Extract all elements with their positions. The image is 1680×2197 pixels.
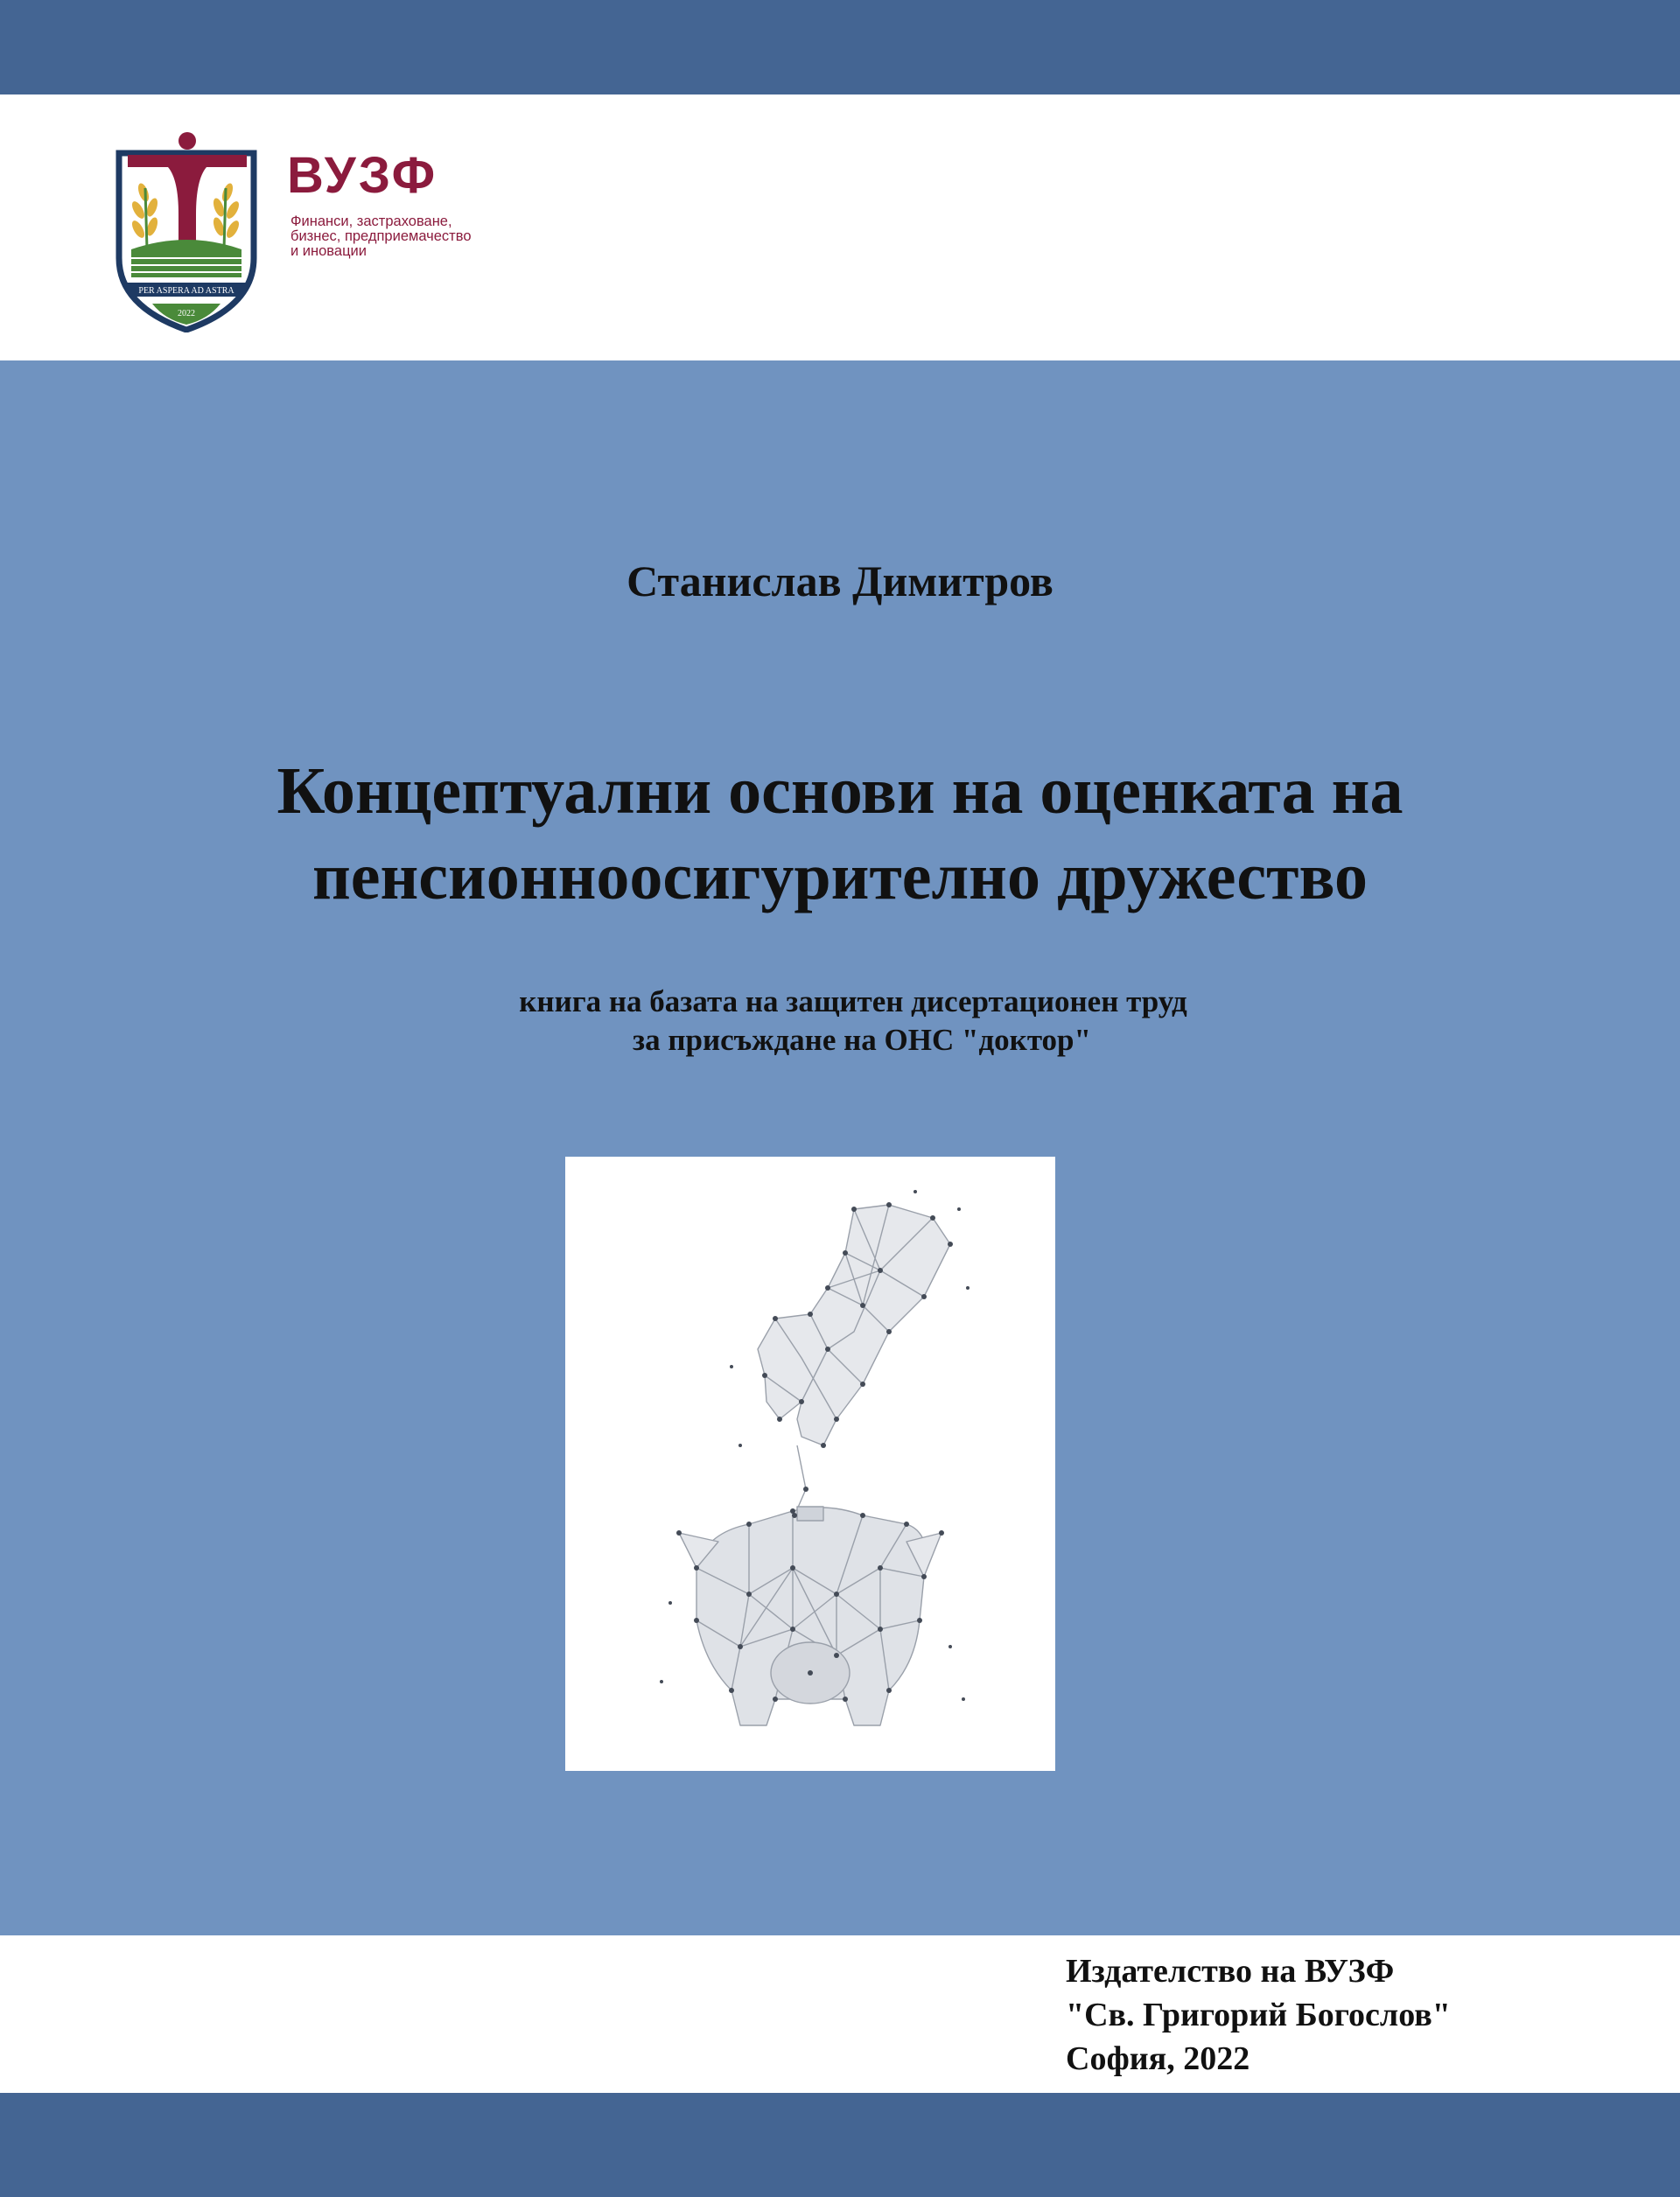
book-subtitle-line: книга на базата на защитен дисертационен труд	[519, 984, 1187, 1018]
logo-year: 2022	[178, 309, 195, 318]
vuzf-logo	[112, 127, 497, 337]
publisher-line: "Св. Григорий Богослов"	[1066, 1997, 1451, 2033]
publisher-line: София, 2022	[1066, 2040, 1250, 2077]
piggy-bank-hand-icon	[565, 1157, 1055, 1771]
book-title	[0, 748, 1680, 920]
logo-tagline	[290, 214, 518, 259]
logo-tagline-line: и иновации	[290, 243, 367, 259]
logo-motto: PER ASPERA AD ASTRA	[138, 286, 234, 296]
logo-tagline-line: бизнес, предприемачество	[290, 228, 472, 244]
vuzf-crest-icon	[112, 127, 261, 332]
book-subtitle-line: за присъждане на ОНС "доктор"	[633, 1023, 1091, 1057]
book-title-line: пенсионноосигурително дружество	[312, 840, 1368, 913]
cover-illustration	[565, 1157, 1055, 1771]
book-title-line: Концептуални основи на оценката на	[276, 754, 1404, 828]
publisher-line: Издателство на ВУЗФ	[1066, 1953, 1395, 1990]
top-band	[0, 0, 1680, 94]
author-name: Станислав Димитров	[626, 556, 1054, 605]
book-subtitle	[0, 983, 1680, 1060]
bottom-band	[0, 2093, 1680, 2197]
logo-title: ВУЗФ	[287, 147, 438, 204]
publisher-info	[1066, 1949, 1451, 2081]
logo-tagline-line: Финанси, застраховане,	[290, 213, 452, 229]
